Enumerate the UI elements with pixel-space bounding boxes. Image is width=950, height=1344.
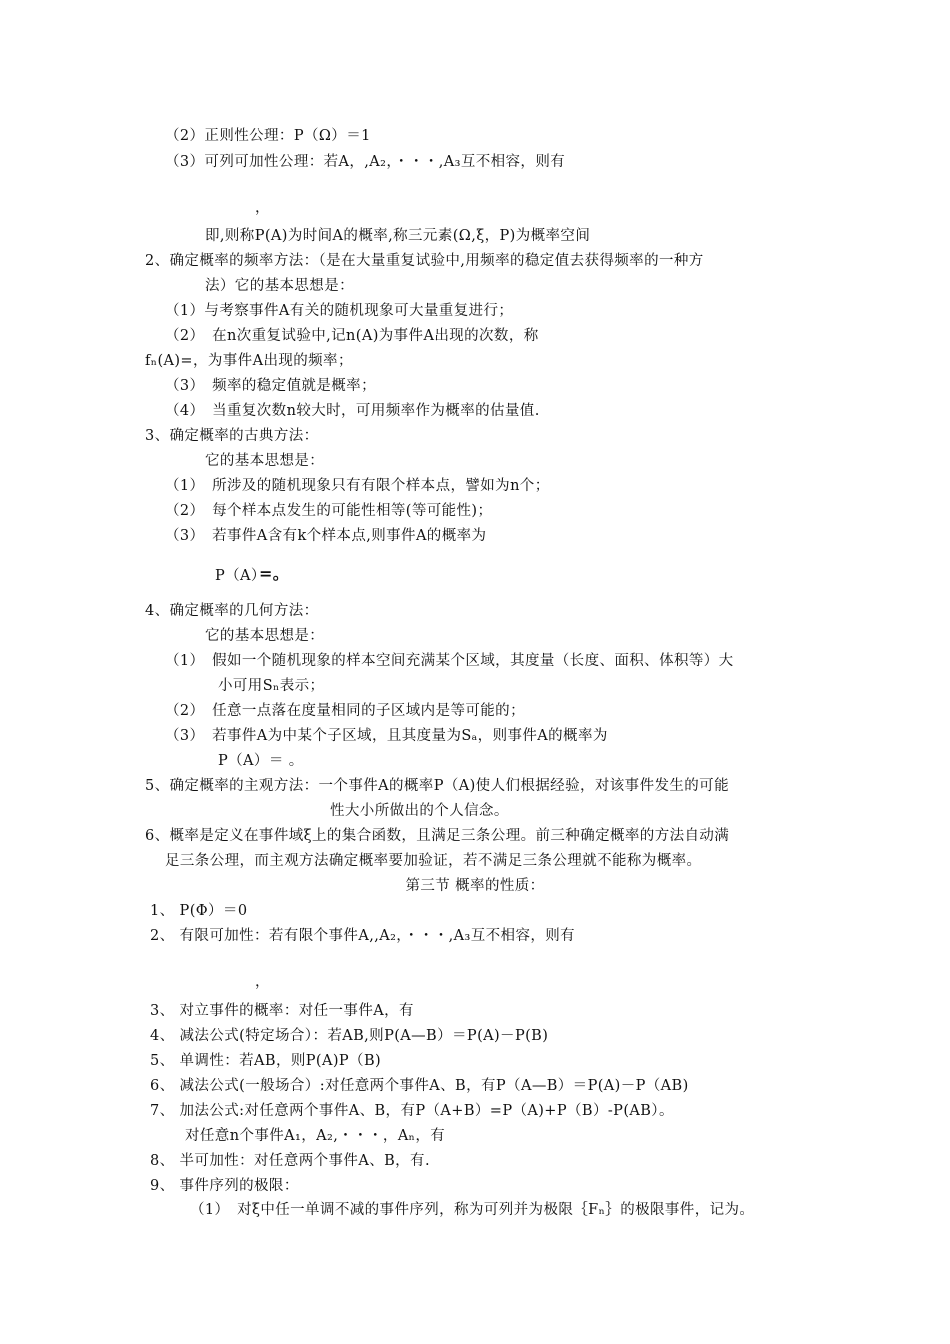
text-line: 它的基本思想是： xyxy=(205,453,325,469)
text-line: 性大小所做出的个人信念。 xyxy=(330,803,509,819)
section-heading: 第三节 概率的性质： xyxy=(405,878,545,894)
text-line: 3、确定概率的古典方法： xyxy=(145,428,319,444)
text-line: 6、概率是定义在事件域ξ上的集合函数，且满足三条公理。前三种确定概率的方法自动满 xyxy=(145,828,730,844)
text-line: （2） 在n次重复试验中,记n(A)为事件A出现的次数，称 xyxy=(165,328,539,344)
text-line: 对任意n个事件A₁，A₂,・・・，Aₙ，有 xyxy=(185,1128,446,1144)
text-line: （1） 假如一个随机现象的样本空间充满某个区域，其度量（长度、面积、体积等）大 xyxy=(165,653,734,669)
text-line: 8、 半可加性：对任意两个事件A、B，有. xyxy=(150,1153,430,1169)
text-line: fₙ(A)=，为事件A出现的频率； xyxy=(145,353,353,369)
text-line: ， xyxy=(255,200,270,216)
text-line: 4、确定概率的几何方法： xyxy=(145,603,319,619)
text-line: 它的基本思想是： xyxy=(205,628,325,644)
text-line: 5、 单调性：若AB，则P(A)P（B) xyxy=(150,1053,382,1069)
text-line: （1）与考察事件A有关的随机现象可大量重复进行； xyxy=(165,303,514,319)
text-line: P（A） xyxy=(215,568,266,584)
text-line: P（A）＝ 。 xyxy=(218,753,304,769)
text-line: 6、 减法公式(一般场合）:对任意两个事件A、B，有P（A—B）＝P(A)－P（AB) xyxy=(150,1078,689,1094)
text-line: 4、 减法公式(特定场合）：若AB,则P(A—B）＝P(A)－P(B) xyxy=(150,1028,549,1044)
text-line: （1） 对ξ中任一单调不减的事件序列，称为可列并为极限｛Fₙ｝的极限事件，记为。 xyxy=(190,1202,755,1218)
text-line: （3） 若事件A含有k个样本点,则事件A的概率为 xyxy=(165,528,487,544)
text-line: （2） 每个样本点发生的可能性相等(等可能性)； xyxy=(165,503,493,519)
text-line: 小可用Sₙ表示； xyxy=(218,678,325,694)
text-line: 5、确定概率的主观方法：一个事件A的概率P（A)使人们根据经验，对该事件发生的可能 xyxy=(145,778,729,794)
text-line: （3） 频率的稳定值就是概率； xyxy=(165,378,376,394)
text-line: 7、 加法公式:对任意两个事件A、B，有P（A+B）=P（A)+P（B）-P(AB）。 xyxy=(150,1103,674,1119)
text-line: ， xyxy=(255,974,270,990)
text-line: 2、确定概率的频率方法：（是在大量重复试验中,用频率的稳定值去获得频率的一种方 xyxy=(145,253,704,269)
text-line: （2） 任意一点落在度量相同的子区域内是等可能的； xyxy=(165,703,525,719)
text-line: =。 xyxy=(259,564,290,583)
text-line: （2）正则性公理：P（Ω）＝1 xyxy=(165,128,371,144)
text-line: 1、 P(Φ）＝0 xyxy=(150,903,248,919)
text-line: 3、 对立事件的概率：对任一事件A，有 xyxy=(150,1003,414,1019)
text-line: （4） 当重复次数n较大时，可用频率作为概率的估量值. xyxy=(165,403,540,419)
text-line: 足三条公理，而主观方法确定概率要加验证，若不满足三条公理就不能称为概率。 xyxy=(165,853,702,869)
text-line: 2、 有限可加性：若有限个事件A,,A₂，・・・,A₃互不相容，则有 xyxy=(150,928,576,944)
text-line: 法）它的基本思想是： xyxy=(205,278,354,294)
text-line: （3） 若事件A为中某个子区域，且其度量为Sₐ，则事件A的概率为 xyxy=(165,728,608,744)
text-line: （1） 所涉及的随机现象只有有限个样本点，譬如为n个； xyxy=(165,478,550,494)
text-line: 即,则称P(A)为时间A的概率,称三元素(Ω,ξ，P)为概率空间 xyxy=(205,228,591,244)
text-line: （3）可列可加性公理：若A，,A₂，・・・,A₃互不相容，则有 xyxy=(165,154,566,170)
text-line: 9、 事件序列的极限： xyxy=(150,1178,299,1194)
